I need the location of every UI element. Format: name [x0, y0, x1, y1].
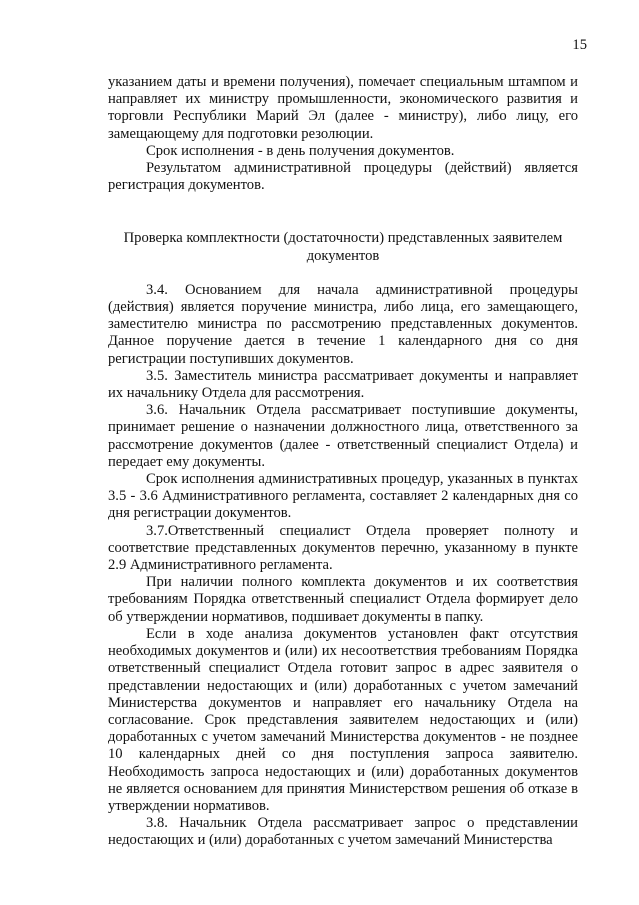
paragraph: 3.7.Ответственный специалист Отдела проверяет полноту и соответствие представленных документов перечню, указанному в пункте 2.9 Административного регламента.	[108, 522, 578, 574]
paragraph: указанием даты и времени получения), помечает специальным штампом и направляет их министру промышленности, экономического развития и торговли Республики Марий Эл (далее - министру), либо лицу, его замещающему для подготовки резолюции.	[108, 74, 578, 142]
page-number: 15	[572, 37, 587, 53]
paragraph: Результатом административной процедуры (действий) является регистрация документов.	[108, 160, 578, 194]
paragraph: При наличии полного комплекта документов и их соответствия требованиям Порядка ответственный специалист Отдела формирует дело об утверждении нормативов, подшивает документы в папку.	[108, 574, 578, 625]
paragraph: Срок исполнения - в день получения документов.	[146, 142, 455, 159]
paragraph: 3.6. Начальник Отдела рассматривает поступившие документы, принимает решение о назначении должностного лица, ответственного за рассмотрение документов (далее - ответственный специалист Отдела) и передает ему документы.	[108, 402, 578, 470]
paragraph: Срок исполнения административных процедур, указанных в пунктах 3.5 - 3.6 Административного регламента, составляет 2 календарных дня со дня регистрации документов.	[108, 471, 578, 522]
paragraph: Если в ходе анализа документов установлен факт отсутствия необходимых документов и (или) их несоответствия требованиям Порядка ответственный специалист Отдела готовит запрос в адрес заявителя о представлении недостающих и (или) доработанных с учетом замечаний Министерства документов и направляет его начальнику Отдела на согласование. Срок представления заявителем недостающих и (или) доработанных с учетом замечаний Министерства документов - не позднее 10 календарных дней со дня поступления запроса заявителю. Необходимость запроса недостающих и (или) доработанных документов не является основанием для принятия Министерством решения об отказе в утверждении нормативов.	[108, 625, 578, 814]
document-body	[108, 74, 578, 850]
section-heading: Проверка комплектности (достаточности) представленных заявителем документов	[123, 230, 563, 264]
paragraph: 3.8. Начальник Отдела рассматривает запрос о представлении недостающих и (или) доработанных с учетом замечаний Министерства	[108, 815, 578, 849]
paragraph: 3.4. Основанием для начала административной процедуры (действия) является поручение министра, либо лица, его замещающего, заместителю министра по рассмотрению представленных документов. Данное поручение дается в течение 1 календарного дня со дня регистрации поступивших документов.	[108, 281, 578, 367]
paragraph: 3.5. Заместитель министра рассматривает документы и направляет их начальнику Отдела для рассмотрения.	[108, 367, 578, 402]
